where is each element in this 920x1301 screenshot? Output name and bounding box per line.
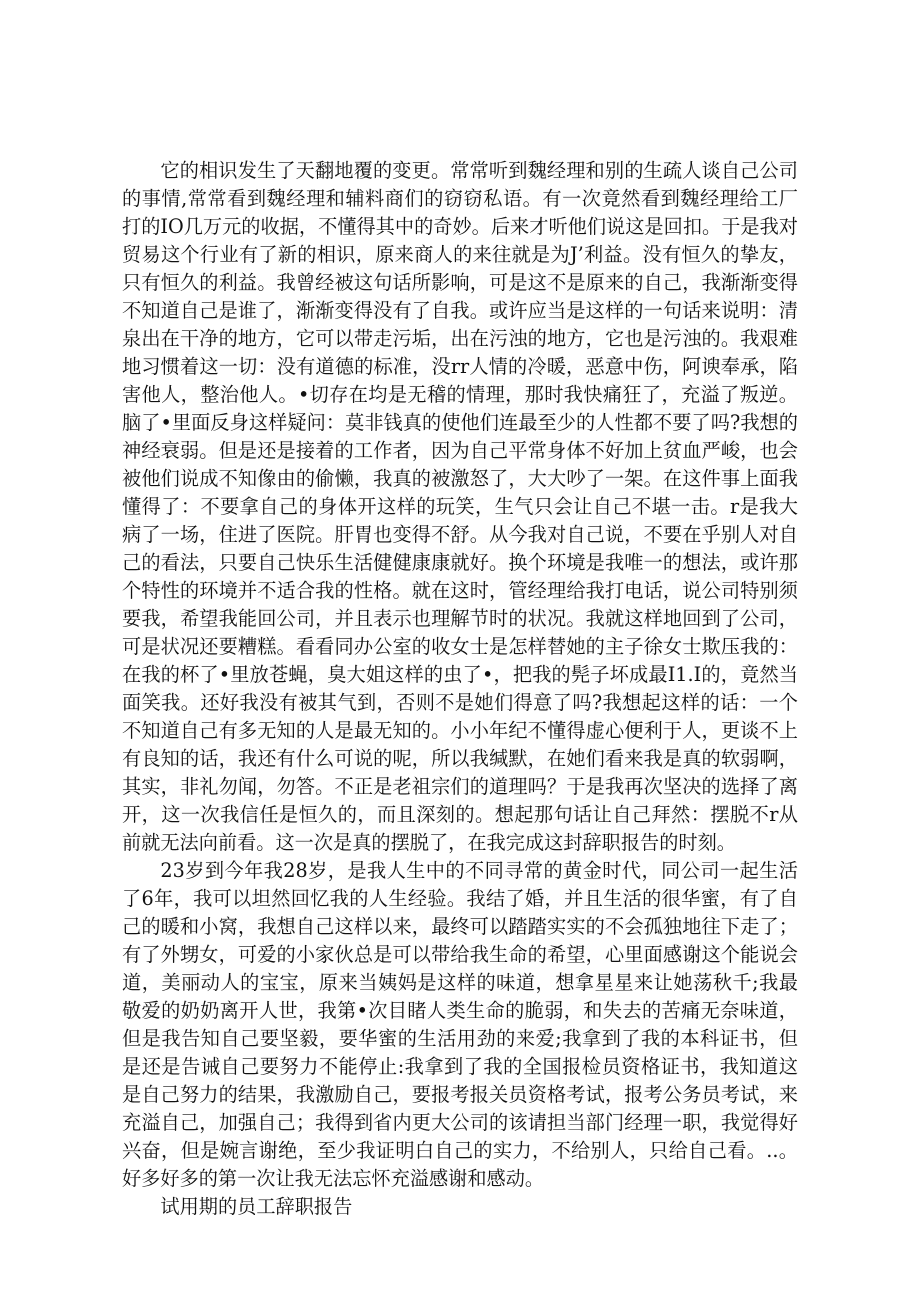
closing-title: 试用期的员工辞职报告 [160,1195,353,1218]
paragraph-1: 它的相识发生了天翻地覆的变更。常常听到魏经理和别的生疏人谈自己公司的事情,常常看到魏经理和辅料商们的窃窃私语。有一次竟然看到魏经理给工厂打的IO几万元的收据，不懂得其中的奇妙。后来才听他们说这是回扣。于是我对贸易这个行业有了新的相识，原来商人的来往就是为J’利益。没有恒久的挚友，只有恒久的利益。我曾经被这句话所影响，可是这不是原来的自己，我渐渐变得不知道自己是谁了，渐渐变得没有了自我。或许应当是这样的一句话来说明：清泉出在干净的地方，它可以带走污垢，出在污浊的地方，它也是污浊的。我艰难地习惯着这一切：没有道德的标准，没rr人情的冷暖，恶意中伤，阿谀奉承，陷害他人，整治他人。•切存在均是无稽的情理，那时我快痛狂了，充溢了叛逆。脑了•里面反身这样疑问：莫非钱真的使他们连最至少的人性都不要了吗?我想的神经衰弱。但是还是接着的工作者，因为自己平常身体不好加上贫血严峻，也会被他们说成不知像由的偷懒，我真的被激怒了，大大吵了一架。在这件事上面我懂得了：不要拿自己的身体开这样的玩笑，生气只会让自己不堪一击。r是我大病了一场，住进了医院。肝胃也变得不舒。从今我对自己说，不要在乎别人对自己的看法，只要自己快乐生活健健康康就好。换个环境是我唯一的想法，或许那个特性的环境并不适合我的性格。就在这时，管经理给我打电话，说公司特别须要我，希望我能回公司，并且表示也理解节时的状况。我就这样地回到了公司，可是状况还要糟糕。看看同办公室的收女士是怎样替她的主子徐女士欺压我的：在我的杯了•里放苍蝇，臭大姐这样的虫了•，把我的髡子坏成最I1.I的，竟然当面笑我。还好我没有被其气到，否则不是她们得意了吗?我想起这样的话：一个不知道自己有多无知的人是最无知的。小小年纪不懂得虚心便利于人，更谈不上有良知的话，我还有什么可说的呢，所以我缄默，在她们看来我是真的软弱啊，其实，非礼勿闻，勿答。不正是老祖宗们的道理吗？于是我再次坚决的选择了离开，这一次我信任是恒久的，而且深刻的。想起那句话让自己拜然：摆脱不r从前就无法向前看。这一次是真的摆脱了，在我完成这封辞职报告的时刻。 [122,159,798,854]
document-body [122,157,798,1221]
paragraph-2: 23岁到今年我28岁，是我人生中的不同寻常的黄金时代，同公司一起生活了6年，我可以坦然回忆我的人生经验。我结了婚，并且生活的很华蜜，有了自己的暖和小窝，我想自己这样以来，最终可以踏踏实实的不会孤独地往下走了；有了外甥女，可爱的小家伙总是可以带给我生命的希望，心里面感谢这个能说会道，美丽动人的宝宝，原来当姨妈是这样的味道，想拿星星来让她荡秋千;我最敬爱的奶奶离开人世，我第•次目睹人类生命的脆弱，和失去的苦痛无奈味道，但是我告知自己要坚毅，要华蜜的生活用劲的来爱;我拿到了我的本科证书，但是还是告诫自己要努力不能停止:我拿到了我的全国报检员资格证书，我知道这是自己努力的结果，我激励自己，要报考报关员资格考试，报考公务员考试，来充溢自己，加强自己；我得到省内更大公司的该请担当部门经理一职，我觉得好兴奋，但是婉言谢绝，至少我证明白自己的实力，不给别人，只给自己看。..。好多好多的第一次让我无法忘怀充溢感谢和感动。 [122,859,798,1190]
